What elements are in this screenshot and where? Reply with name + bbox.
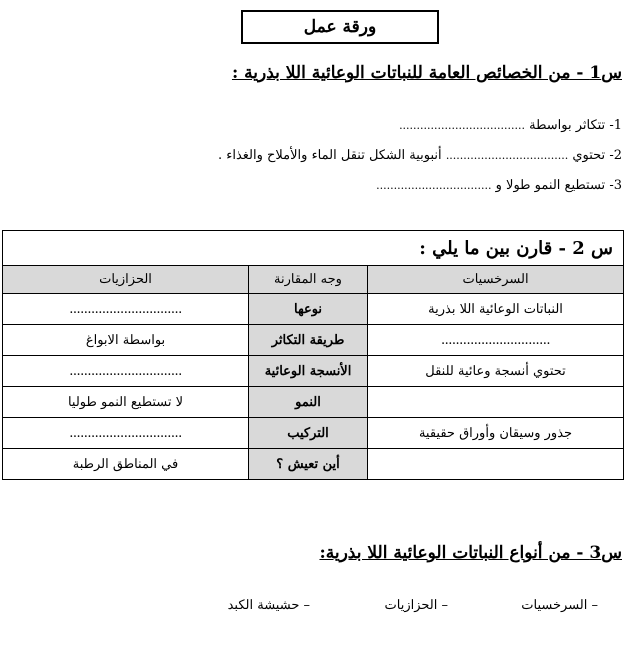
ferns-cell: النباتات الوعائية اللا بذرية [368, 294, 624, 325]
item-number: 1- [609, 118, 622, 133]
comparison-table [2, 230, 624, 480]
question-2-heading: س 2 - قارن بين ما يلي : [3, 231, 624, 266]
q3-option-ferns: – السرخسيات [521, 598, 598, 613]
mosses-cell: بواسطة الابواغ [3, 325, 249, 356]
question-3-heading: س3 - من أنواع النباتات الوعائية اللا بذرية: [319, 543, 622, 563]
column-header-aspect: وجه المقارنة [249, 266, 368, 294]
ferns-cell: تحتوي أنسجة وعائية للنقل [368, 356, 624, 387]
question-1-heading: س1 - من الخصائص العامة للنباتات الوعائية اللا بذرية : [231, 63, 622, 83]
ferns-cell[interactable]: .............................. [368, 325, 624, 356]
q1-item-3 [376, 178, 622, 193]
q3-option-mosses: – الحزازيات [384, 598, 448, 613]
worksheet-title: ورقة عمل [241, 10, 439, 44]
aspect-cell: النمو [249, 387, 368, 418]
aspect-cell: أين تعيش ؟ [249, 449, 368, 480]
aspect-cell: نوعها [249, 294, 368, 325]
answer-blank[interactable]: .................................... [399, 119, 525, 132]
answer-blank[interactable]: ................................... [445, 149, 569, 162]
item-text: تستطيع النمو طولا و [495, 178, 606, 193]
table-row [3, 356, 624, 387]
column-header-ferns: السرخسيات [368, 266, 624, 294]
mosses-cell: في المناطق الرطبة [3, 449, 249, 480]
column-header-mosses: الحزازيات [3, 266, 249, 294]
q3-option-liverwort: – حشيشة الكبد [227, 598, 310, 613]
aspect-cell: الأنسجة الوعائية [249, 356, 368, 387]
table-row [3, 387, 624, 418]
item-text-after: أنبوبية الشكل تنقل الماء والأملاح والغذاء . [217, 148, 442, 163]
table-row [3, 418, 624, 449]
item-text: تحتوي [572, 148, 606, 163]
aspect-cell: طريقة التكاثر [249, 325, 368, 356]
q1-item-1 [399, 118, 622, 133]
item-number: 2- [609, 148, 622, 163]
table-row [3, 325, 624, 356]
mosses-cell[interactable]: ............................... [3, 356, 249, 387]
mosses-cell[interactable]: ............................... [3, 418, 249, 449]
ferns-cell[interactable] [368, 449, 624, 480]
item-number: 3- [609, 178, 622, 193]
answer-blank[interactable]: ................................. [376, 179, 492, 192]
q1-item-2 [218, 148, 622, 163]
ferns-cell[interactable] [368, 387, 624, 418]
table-row [3, 294, 624, 325]
mosses-cell[interactable]: ............................... [3, 294, 249, 325]
ferns-cell: جذور وسيقان وأوراق حقيقية [368, 418, 624, 449]
table-row [3, 449, 624, 480]
aspect-cell: التركيب [249, 418, 368, 449]
mosses-cell: لا تستطيع النمو طوليا [3, 387, 249, 418]
item-text: تتكاثر بواسطة [529, 118, 606, 133]
